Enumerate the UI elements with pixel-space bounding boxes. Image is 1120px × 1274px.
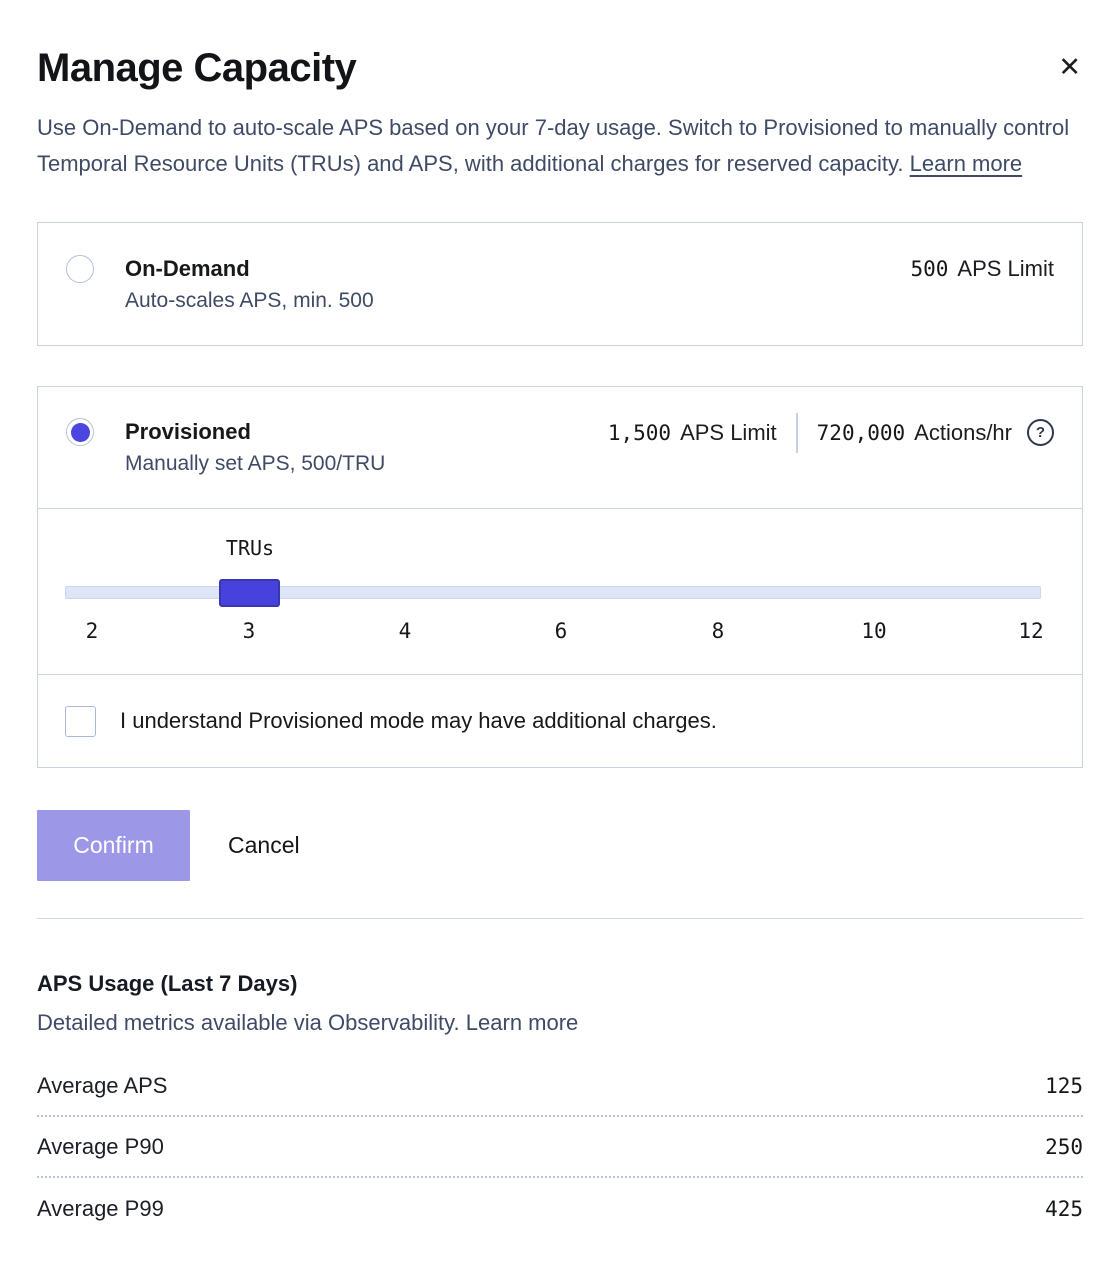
- close-icon[interactable]: ✕: [1056, 46, 1083, 89]
- acknowledge-section: [38, 674, 1082, 767]
- on-demand-aps-unit: APS Limit: [957, 256, 1054, 281]
- help-icon[interactable]: ?: [1027, 419, 1054, 446]
- tick-label-8: 8: [711, 619, 725, 643]
- on-demand-option-card[interactable]: [37, 222, 1083, 346]
- tick-label-6: 6: [554, 619, 568, 643]
- metric-label: Average APS: [37, 1072, 168, 1098]
- provisioned-texts: [125, 418, 385, 477]
- table-row: [37, 1178, 1083, 1239]
- table-row: [37, 1117, 1083, 1178]
- on-demand-radio[interactable]: [66, 255, 94, 283]
- metric-label: Average P90: [37, 1133, 164, 1159]
- page-title: Manage Capacity: [37, 46, 357, 90]
- action-buttons: [37, 810, 1083, 881]
- provisioned-actions-value: 720,000: [816, 420, 906, 445]
- provisioned-label: Provisioned: [125, 419, 251, 444]
- description-text: Use On-Demand to auto-scale APS based on your 7-day usage. Switch to Provisioned to manually control Temporal Resource Units (TRUs) and APS, with additional charges for reserved capacity.: [37, 115, 1070, 176]
- metric-value: 425: [1045, 1196, 1083, 1221]
- on-demand-radio-dot: [71, 259, 90, 278]
- tru-slider-track[interactable]: [65, 586, 1041, 599]
- learn-more-link[interactable]: Learn more: [909, 150, 1023, 176]
- on-demand-sublabel: Auto-scales APS, min. 500: [125, 288, 374, 312]
- usage-title: APS Usage (Last 7 Days): [37, 971, 298, 996]
- on-demand-aps-limit: [910, 256, 1054, 282]
- on-demand-option-left: [66, 255, 374, 314]
- section-divider: [37, 918, 1083, 919]
- usage-learn-more-link[interactable]: Learn more: [465, 1010, 579, 1035]
- provisioned-aps-unit: APS Limit: [680, 419, 777, 445]
- acknowledge-checkbox[interactable]: [65, 706, 96, 737]
- metric-value: 125: [1045, 1073, 1083, 1098]
- metric-value: 250: [1045, 1134, 1083, 1159]
- usage-metrics-table: [37, 1056, 1083, 1239]
- acknowledge-label: I understand Provisioned mode may have additional charges.: [120, 708, 717, 733]
- tru-slider-thumb[interactable]: [219, 579, 280, 607]
- tick-label-2: 2: [85, 619, 99, 643]
- on-demand-aps-value: 500: [910, 257, 949, 281]
- tick-label-4: 4: [398, 619, 412, 643]
- provisioned-radio-dot: [71, 423, 90, 442]
- provisioned-option-card: [37, 386, 1083, 768]
- on-demand-label: On-Demand: [125, 255, 250, 281]
- provisioned-actions-unit: Actions/hr: [914, 419, 1012, 445]
- confirm-button[interactable]: Confirm: [37, 810, 190, 881]
- usage-subtitle-text: Detailed metrics available via Observability.: [37, 1010, 460, 1035]
- provisioned-header[interactable]: [38, 387, 1082, 508]
- dialog-header: [37, 46, 1083, 91]
- provisioned-stats: [608, 413, 1054, 453]
- tru-slider-section: [38, 508, 1082, 674]
- table-row: [37, 1056, 1083, 1117]
- metric-label: Average P99: [37, 1195, 164, 1221]
- provisioned-aps-value: 1,500: [607, 420, 672, 445]
- cancel-button[interactable]: Cancel: [228, 832, 300, 858]
- provisioned-radio[interactable]: [66, 418, 94, 446]
- on-demand-texts: [125, 255, 374, 314]
- tick-label-12: 12: [1018, 619, 1044, 643]
- tick-label-3: 3: [242, 619, 256, 643]
- provisioned-option-left: [66, 418, 385, 477]
- tru-slider-label: TRUs: [225, 536, 275, 560]
- usage-subtitle: [37, 1010, 1083, 1036]
- stats-divider: [796, 413, 798, 453]
- dialog-description: [37, 110, 1083, 181]
- provisioned-sublabel: Manually set APS, 500/TRU: [125, 452, 386, 475]
- tick-label-10: 10: [861, 619, 887, 643]
